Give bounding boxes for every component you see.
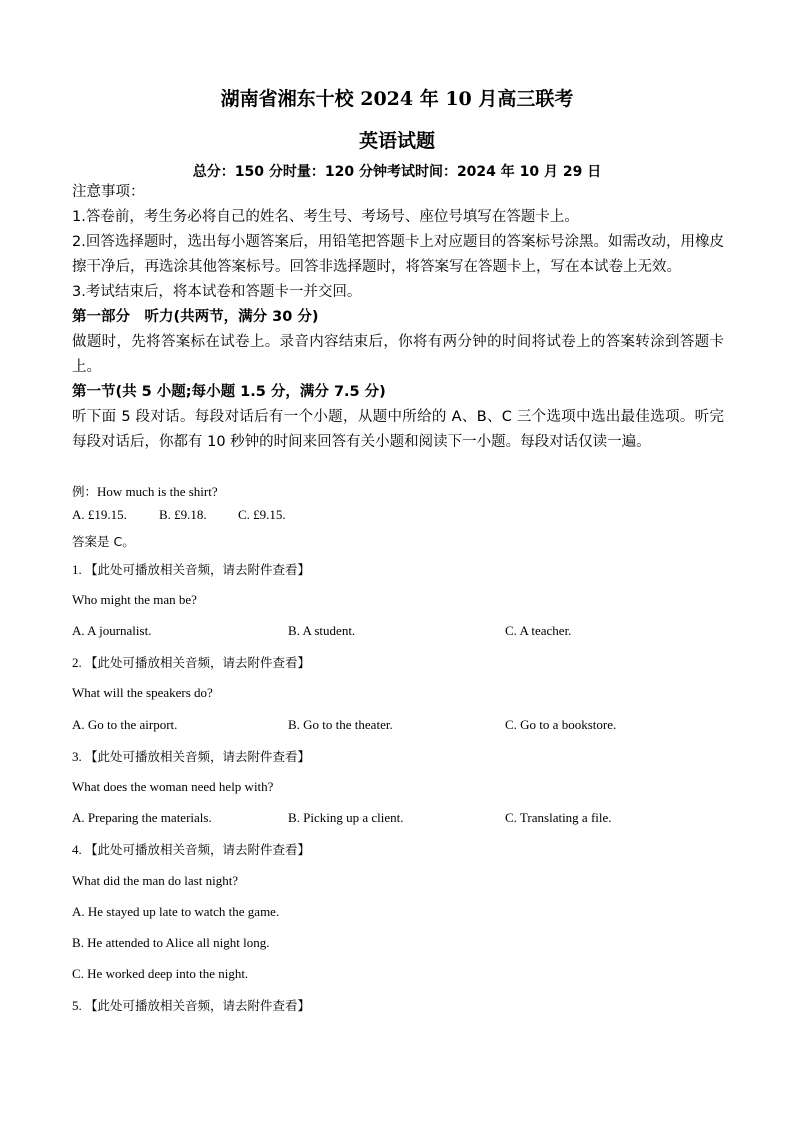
- audio-placeholder: 【此处可播放相关音频，请去附件查看】: [85, 749, 311, 764]
- part1-heading: 第一部分 听力(共两节，满分 30 分): [72, 309, 319, 325]
- question-1-option-c: C. A teacher.: [505, 623, 572, 638]
- question-4-audio[interactable]: [72, 840, 310, 858]
- example-option-c: C. £9.15.: [238, 507, 286, 522]
- question-1-text: Who might the man be?: [72, 592, 197, 607]
- example-option-a: A. £19.15.: [72, 507, 127, 522]
- question-3-option-a: A. Preparing the materials.: [72, 810, 212, 825]
- example-option-b: B. £9.18.: [159, 507, 207, 522]
- question-3-text: What does the woman need help with?: [72, 779, 274, 794]
- question-1-number: 1.: [72, 562, 82, 577]
- question-3-number: 3.: [72, 749, 82, 764]
- notice-heading: 注意事项：: [72, 184, 145, 200]
- question-1-option-a: A. A journalist.: [72, 623, 152, 638]
- question-2-text: What will the speakers do?: [72, 685, 213, 700]
- question-3-option-c: C. Translating a file.: [505, 810, 612, 825]
- exam-title: 湖南省湘东十校 2024 年 10 月高三联考: [220, 88, 574, 110]
- question-5-audio[interactable]: [72, 996, 310, 1014]
- question-1-option-b: B. A student.: [288, 623, 356, 638]
- example-prefix: 例：: [72, 484, 98, 499]
- question-4-number: 4.: [72, 842, 82, 857]
- question-3-audio[interactable]: [72, 747, 310, 765]
- question-4-text: What did the man do last night?: [72, 873, 239, 888]
- notice-item-1: 1.答卷前，考生务必将自己的姓名、考生号、考场号、座位号填写在答题卡上。: [72, 209, 579, 225]
- notice-item-2: 2.回答选择题时，选出每小题答案后，用铅笔把答题卡上对应题目的答案标号涂黑。如需改动，用橡皮擦干净后，再选涂其他答案标号。回答非选择题时，将答案写在答题卡上，写在本试卷上无效。: [72, 234, 724, 275]
- example-question-text: How much is the shirt?: [97, 484, 218, 499]
- section1-heading: 第一节(共 5 小题;每小题 1.5 分，满分 7.5 分): [72, 384, 386, 400]
- question-4-option-a: A. He stayed up late to watch the game.: [72, 904, 280, 919]
- question-2-audio[interactable]: [72, 653, 310, 671]
- question-3-option-b: B. Picking up a client.: [288, 810, 404, 825]
- question-2-number: 2.: [72, 655, 82, 670]
- exam-meta: 总分：150 分时量：120 分钟考试时间：2024 年 10 月 29 日: [192, 164, 602, 180]
- example-answer: 答案是 C。: [72, 534, 135, 549]
- question-1-audio[interactable]: [72, 560, 310, 578]
- notice-section: [72, 180, 724, 455]
- part1-instruction: 做题时，先将答案标在试卷上。录音内容结束后，你将有两分钟的时间将试卷上的答案转涂到答题卡上。: [72, 334, 724, 375]
- notice-item-3: 3.考试结束后，将本试卷和答题卡一并交回。: [72, 284, 362, 300]
- question-2-option-a: A. Go to the airport.: [72, 717, 178, 732]
- question-4-option-b: B. He attended to Alice all night long.: [72, 935, 270, 950]
- section1-instruction: 听下面 5 段对话。每段对话后有一个小题，从题中所给的 A、B、C 三个选项中选出最佳选项。听完每段对话后，你都有 10 秒钟的时间来回答有关小题和阅读下一小题。每段对话仅读一遍。: [72, 409, 724, 450]
- question-2-option-c: C. Go to a bookstore.: [505, 717, 617, 732]
- question-2-option-b: B. Go to the theater.: [288, 717, 393, 732]
- audio-placeholder: 【此处可播放相关音频，请去附件查看】: [85, 655, 311, 670]
- audio-placeholder: 【此处可播放相关音频，请去附件查看】: [85, 842, 311, 857]
- exam-subtitle: 英语试题: [358, 130, 435, 152]
- audio-placeholder: 【此处可播放相关音频，请去附件查看】: [85, 998, 311, 1013]
- question-4-option-c: C. He worked deep into the night.: [72, 966, 249, 981]
- audio-placeholder: 【此处可播放相关音频，请去附件查看】: [85, 562, 311, 577]
- example-question: [72, 482, 218, 500]
- question-5-number: 5.: [72, 998, 82, 1013]
